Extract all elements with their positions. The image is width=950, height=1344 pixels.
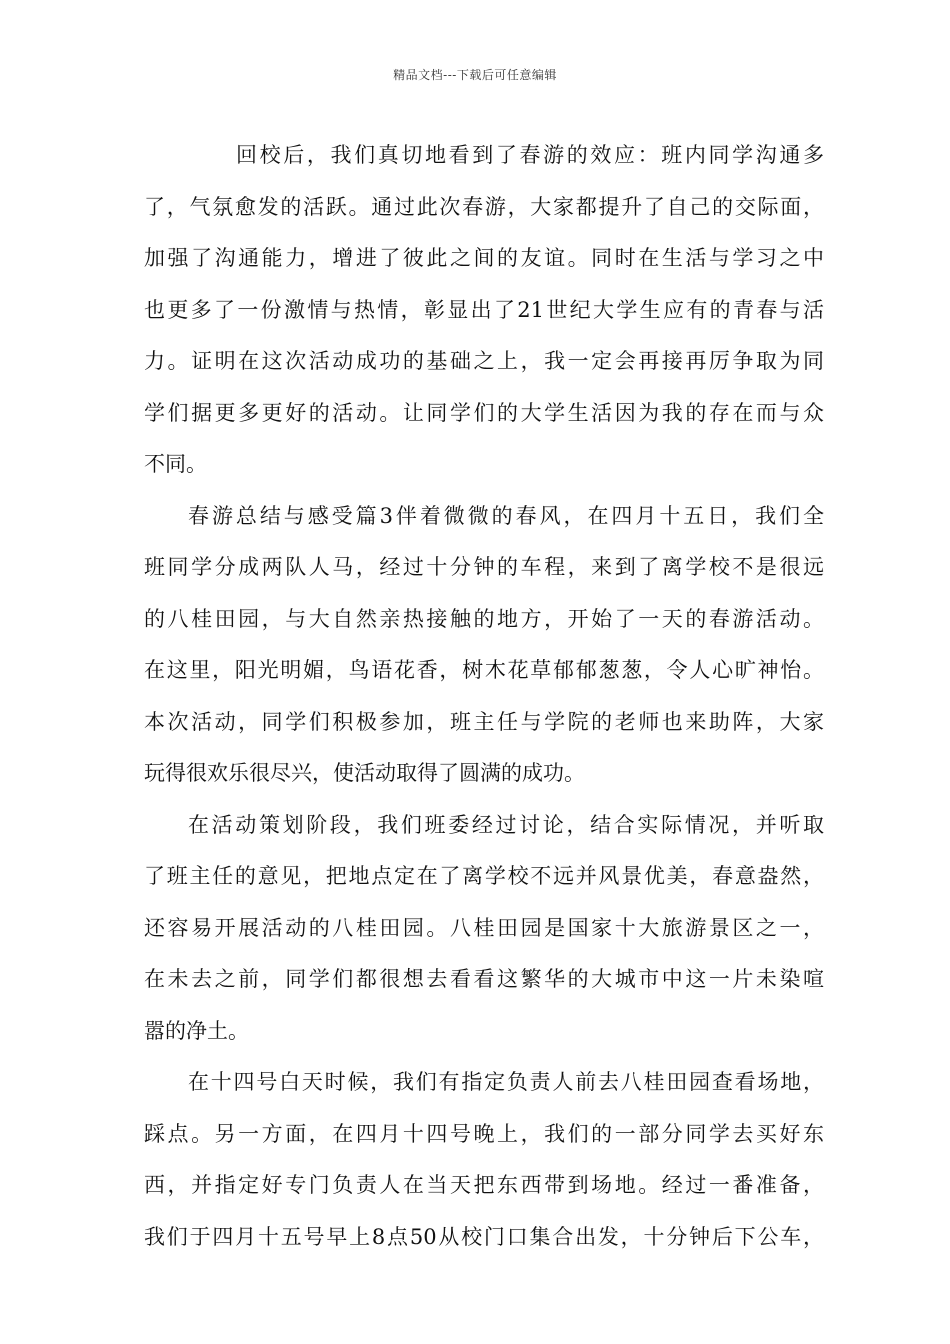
text-line: 不同。: [144, 452, 207, 476]
text-line: 班同学分成两队人马，经过十分钟的车程，来到了离学校不是很远: [144, 555, 824, 579]
text-line: 加强了沟通能力，增进了彼此之间的友谊。同时在生活与学习之中: [144, 246, 824, 270]
paragraph-1: [144, 130, 824, 491]
text-line: 力。证明在这次活动成功的基础之上，我一定会再接再厉争取为同: [144, 349, 824, 373]
text-line: 了，气氛愈发的活跃。通过此次春游，大家都提升了自己的交际面，: [144, 194, 824, 219]
text-line: 在十四号白天时候，我们有指定负责人前去八桂田园查看场地，: [188, 1070, 824, 1094]
text-line: 在这里，阳光明媚，鸟语花香，树木花草郁郁葱葱，令人心旷神怡。: [144, 658, 824, 682]
text-line: 也更多了一份激情与热情，彰显出了21世纪大学生应有的青春与活: [144, 297, 824, 322]
text-line: 本次活动，同学们积极参加，班主任与学院的老师也来助阵，大家: [144, 709, 824, 734]
paragraph-2: [144, 491, 824, 800]
page-header: 精品文档---下载后可任意编辑: [393, 68, 557, 82]
text-line: 春游总结与感受篇3伴着微微的春风，在四月十五日，我们全: [188, 503, 824, 528]
text-line: 西，并指定好专门负责人在当天把东西带到场地。经过一番准备，: [144, 1173, 824, 1197]
text-line: 回校后，我们真切地看到了春游的效应：班内同学沟通多: [236, 143, 824, 167]
paragraph-3: [144, 800, 824, 1058]
document-body: [144, 130, 824, 1263]
text-line: 还容易开展活动的八桂田园。八桂田园是国家十大旅游景区之一，: [144, 915, 824, 940]
text-line: 踩点。另一方面，在四月十四号晚上，我们的一部分同学去买好东: [144, 1121, 824, 1146]
text-line: 在未去之前，同学们都很想去看看这繁华的大城市中这一片未染喧: [144, 967, 824, 991]
text-line: 了班主任的意见，把地点定在了离学校不远并风景优美，春意盎然，: [144, 864, 824, 888]
text-line: 的八桂田园，与大自然亲热接触的地方，开始了一天的春游活动。: [144, 606, 824, 631]
text-line: 玩得很欢乐很尽兴，使活动取得了圆满的成功。: [144, 761, 585, 785]
text-line: 我们于四月十五号早上8点50从校门口集合出发，十分钟后下公车，: [144, 1224, 824, 1249]
text-line: 在活动策划阶段，我们班委经过讨论，结合实际情况，并听取: [188, 812, 824, 837]
paragraph-4: [144, 1057, 824, 1263]
text-line: 嚣的净土。: [144, 1018, 249, 1043]
text-line: 学们据更多更好的活动。让同学们的大学生活因为我的存在而与众: [144, 400, 824, 425]
